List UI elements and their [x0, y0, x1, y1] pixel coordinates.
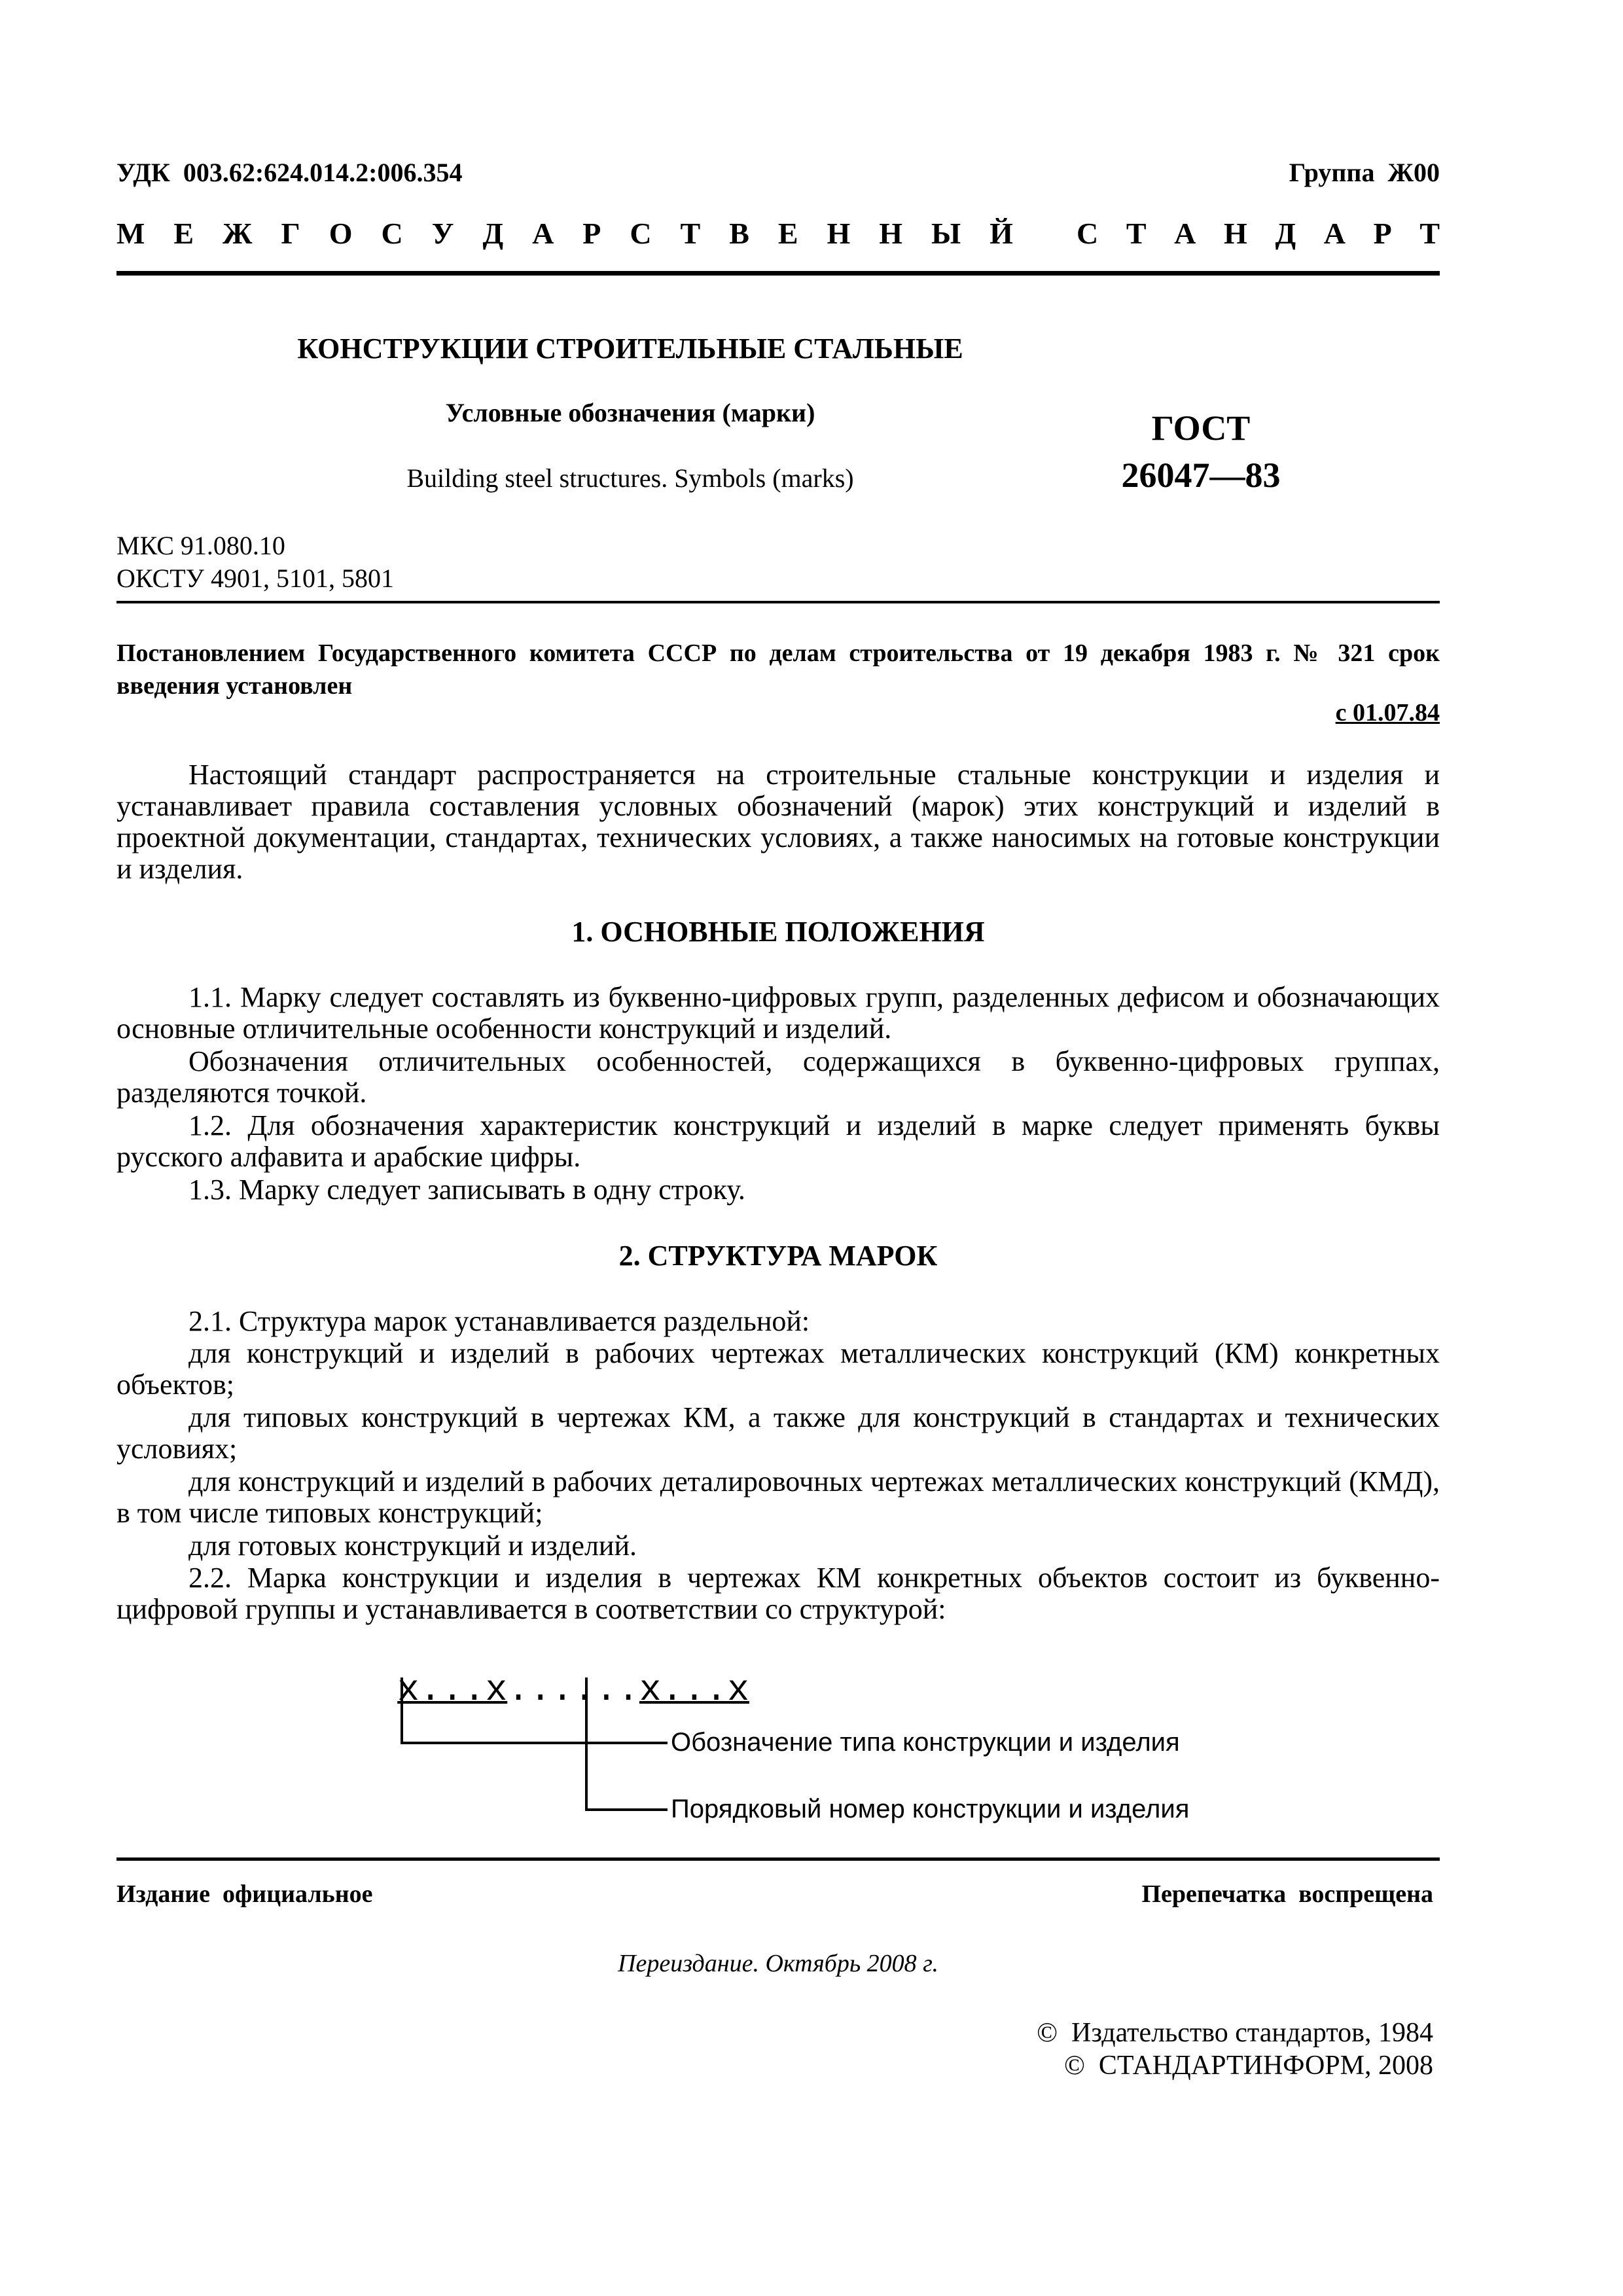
banner-letter: Д: [482, 217, 504, 250]
udk-code: УДК 003.62:624.014.2:006.354: [116, 158, 463, 187]
section-1-paragraph-4: 1.3. Марку следует записывать в одну строку.: [188, 1174, 745, 1206]
banner-letter: Е: [173, 217, 194, 250]
section-2-paragraph-6: 2.2. Марка конструкции и изделия в чертежах КМ конкретных объектов состоит из буквенно-цифровой группы и устанавливается в соответствии со структурой:: [116, 1562, 1440, 1625]
banner-letter: М: [116, 217, 145, 250]
intro-paragraph: Настоящий стандарт распространяется на строительные стальные конструкции и изделия и устанавливает правила составления условных обозначений (марок) этих конструкций и изделий в проектной документации, стандартах, технических условиях, а также наносимых на готовые конструкции и изделия.: [116, 759, 1440, 885]
banner-letter: Р: [1373, 217, 1392, 250]
section-2-heading: 2. СТРУКТУРА МАРОК: [618, 1240, 938, 1272]
section-2-paragraph-2: для конструкций и изделий в рабочих чертежах металлических конструкций (КМ) конкретных объектов;: [116, 1337, 1440, 1401]
document-subtitle: Условные обозначения (марки): [445, 398, 815, 427]
banner-letter: Т: [680, 217, 701, 250]
banner-letter: Н: [1224, 217, 1247, 250]
section-1-paragraph-1: 1.1. Марку следует составлять из буквенно-цифровых групп, разделенных дефисом и обозначающих основные отличительные особенности конструкций и изделий.: [116, 981, 1440, 1045]
official-edition-label: Издание официальное: [116, 1880, 373, 1908]
leader-type-line: [402, 1677, 668, 1743]
section-2-paragraph-3: для типовых конструкций в чертежах КМ, а также для конструкций в стандартах и технических условиях;: [116, 1401, 1440, 1465]
reprint-prohibited-label: Перепечатка воспрещена: [1141, 1880, 1433, 1908]
reissue-note: Переиздание. Октябрь 2008 г.: [618, 1950, 938, 1977]
copyright-1984: © Издательство стандартов, 1984: [1037, 2018, 1433, 2048]
gost-label: ГОСТ: [1151, 408, 1251, 448]
document-english-title: Building steel structures. Symbols (marks): [406, 463, 854, 493]
banner-letter: О: [329, 217, 353, 250]
banner-letter: Д: [1275, 217, 1296, 250]
banner-letter: Н: [879, 217, 903, 250]
banner-letter: Й: [990, 217, 1013, 250]
pattern-number-group: x...x: [639, 1669, 749, 1711]
banner-letter: Т: [1419, 217, 1440, 250]
banner-letter: Н: [827, 217, 851, 250]
banner-letter: Р: [582, 217, 601, 250]
decree-date: с 01.07.84: [1335, 699, 1440, 726]
decree-text: Постановлением Государственного комитета СССР по делам строительства от 19 декабря 1983 г. № 321 срок введения установлен: [116, 639, 1440, 700]
okstu-code: ОКСТУ 4901, 5101, 5801: [116, 564, 395, 593]
pattern-separator: ......: [507, 1669, 639, 1711]
banner-letter: С: [1077, 217, 1099, 250]
label-construction-type: Обозначение типа конструкции и изделия: [671, 1728, 1180, 1757]
section-2-paragraph-4: для конструкций и изделий в рабочих деталировочных чертежах металлических конструкций (КМД), в том числе типовых конструкций;: [116, 1465, 1440, 1529]
banner-letter: Ж: [223, 217, 253, 250]
banner-letter: С: [630, 217, 652, 250]
banner-letter: А: [1174, 217, 1196, 250]
banner-letter: Ы: [931, 217, 961, 250]
section-2-paragraph-1: 2.1. Структура марок устанавливается раздельной:: [188, 1305, 810, 1337]
section-1-paragraph-3: 1.2. Для обозначения характеристик конструкций и изделий в марке следует применять буквы русского алфавита и арабские цифры.: [116, 1109, 1440, 1173]
banner-letter: Г: [281, 217, 300, 250]
banner-letter: С: [381, 217, 403, 250]
gost-code: 26047—83: [1121, 456, 1281, 495]
footer-rule: [116, 1857, 1440, 1861]
banner-letter: У: [431, 217, 454, 250]
section-2-paragraph-5: для готовых конструкций и изделий.: [188, 1530, 637, 1562]
banner-letter: А: [532, 217, 554, 250]
section-1-heading: 1. ОСНОВНЫЕ ПОЛОЖЕНИЯ: [571, 916, 985, 948]
group-code: Группа Ж00: [1289, 158, 1440, 187]
section-1-paragraph-2: Обозначения отличительных особенностей, содержащихся в буквенно-цифровых группах, разделяются точкой.: [116, 1045, 1440, 1109]
label-serial-number: Порядковый номер конструкции и изделия: [671, 1795, 1190, 1823]
copyright-2008: © СТАНДАРТИНФОРМ, 2008: [1063, 2051, 1433, 2081]
banner-letter: А: [1323, 217, 1346, 250]
mks-code: МКС 91.080.10: [116, 531, 285, 560]
document-title: КОНСТРУКЦИИ СТРОИТЕЛЬНЫЕ СТАЛЬНЫЕ: [297, 332, 963, 365]
banner-letter: В: [729, 217, 749, 250]
pattern-type-group: x...x: [397, 1669, 508, 1711]
banner-letter: Е: [777, 217, 798, 250]
banner-letter: Т: [1126, 217, 1147, 250]
